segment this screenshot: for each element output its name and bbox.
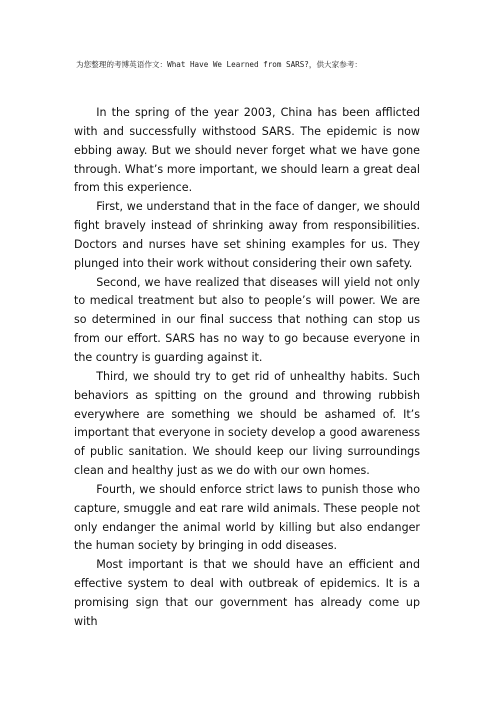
paragraph-5: Fourth, we should enforce strict laws to punish those who capture, smuggle and eat rare wild animals. These people not only endanger the animal world by killing but also endanger the human society by bringing in odd diseases. [74,482,420,553]
paragraph-1: In the spring of the year 2003, China has been afflicted with and successfully withstood SARS. The epidemic is now ebbing away. But we should never forget what we have gone through. What’s more important, we should learn a great deal from this experience. [74,106,420,195]
paragraph-3: Second, we have realized that diseases will yield not only to medical treatment but also to people’s will power. We are so determined in our final success that nothing can stop us from our effort. SARS has no way to go because everyone in the country is guarding against it. [74,275,420,364]
header-intro-line: 为您整理的考博英语作文：What Have We Learned from SARS?，供大家参考： [76,60,363,69]
paragraph-4: Third, we should try to get rid of unhealthy habits. Such behaviors as spitting on the ground and throwing rubbish everywhere are something we should be ashamed of. It’s important that everyone in society develop a good awareness of public sanitation. We should keep our living surroundings clean and healthy just as we do with our own homes. [74,369,420,478]
essay-body [74,104,420,632]
paragraph-6: Most important is that we should have an efficient and effective system to deal with outbreak of epidemics. It is a promising sign that our government has already come up with [74,558,420,628]
paragraph-2: First, we understand that in the face of danger, we should fight bravely instead of shrinking away from responsibilities. Doctors and nurses have set shining examples for us. They plunged into their work without considering their own safety. [74,200,420,270]
